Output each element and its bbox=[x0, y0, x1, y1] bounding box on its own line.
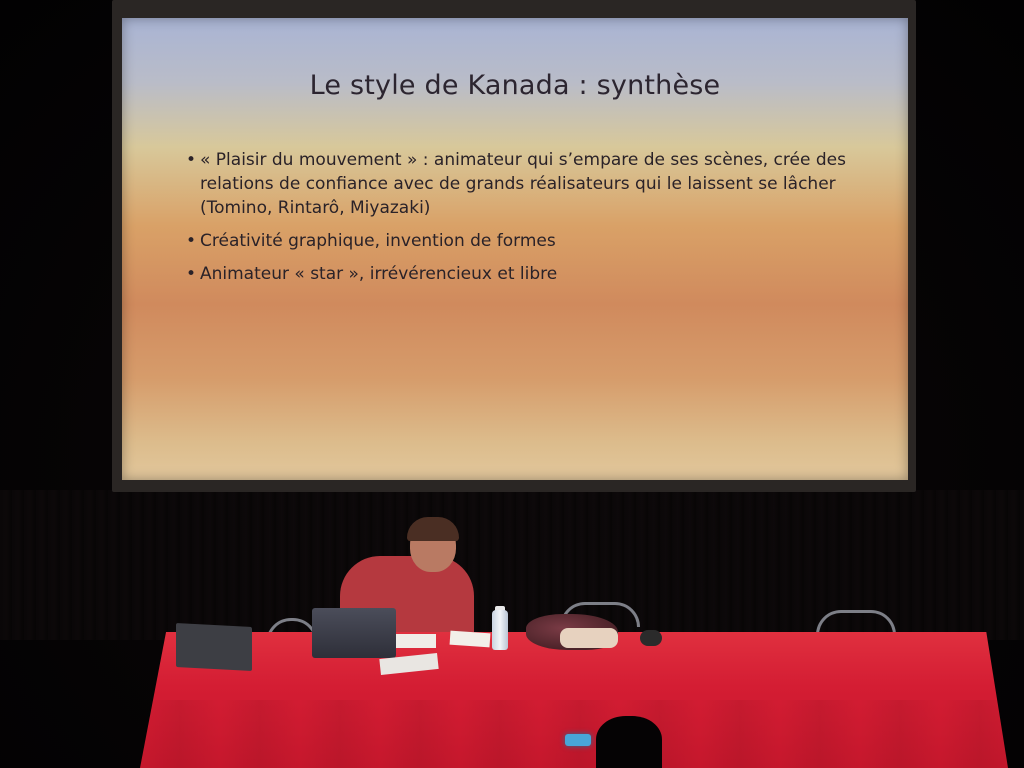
slide-bullet-text: Animateur « star », irrévérencieux et libre bbox=[200, 264, 558, 284]
audience-head-silhouette bbox=[596, 716, 662, 768]
water-bottle bbox=[492, 610, 508, 650]
microphone bbox=[640, 630, 662, 646]
slide-bullet bbox=[186, 229, 866, 253]
slide-bullet-text: « Plaisir du mouvement » : animateur qui s’empare de ses scènes, crée des relations de confiance avec de grands réalisateurs qui le laissent se lâcher (Tomino, Rintarô, Miyazaki) bbox=[200, 150, 846, 218]
slide-bullet bbox=[186, 148, 866, 220]
slide-title: Le style de Kanada : synthèse bbox=[309, 70, 721, 101]
audience-phone-screen bbox=[565, 734, 591, 746]
bullet-marker: • bbox=[186, 264, 197, 284]
bullet-marker: • bbox=[186, 231, 197, 251]
paper-sheet bbox=[396, 634, 436, 648]
chair bbox=[816, 610, 896, 635]
laptop bbox=[312, 608, 396, 658]
speaker-hair bbox=[407, 517, 459, 541]
slide-bullet-text: Créativité graphique, invention de formes bbox=[200, 231, 556, 251]
projected-slide bbox=[122, 18, 908, 480]
bullet-marker: • bbox=[186, 150, 197, 170]
tablet-device bbox=[176, 623, 252, 671]
cloth bbox=[560, 628, 618, 648]
slide-bullet bbox=[186, 262, 866, 286]
paper-sheet bbox=[450, 631, 491, 648]
slide-bullet-list bbox=[186, 148, 866, 295]
